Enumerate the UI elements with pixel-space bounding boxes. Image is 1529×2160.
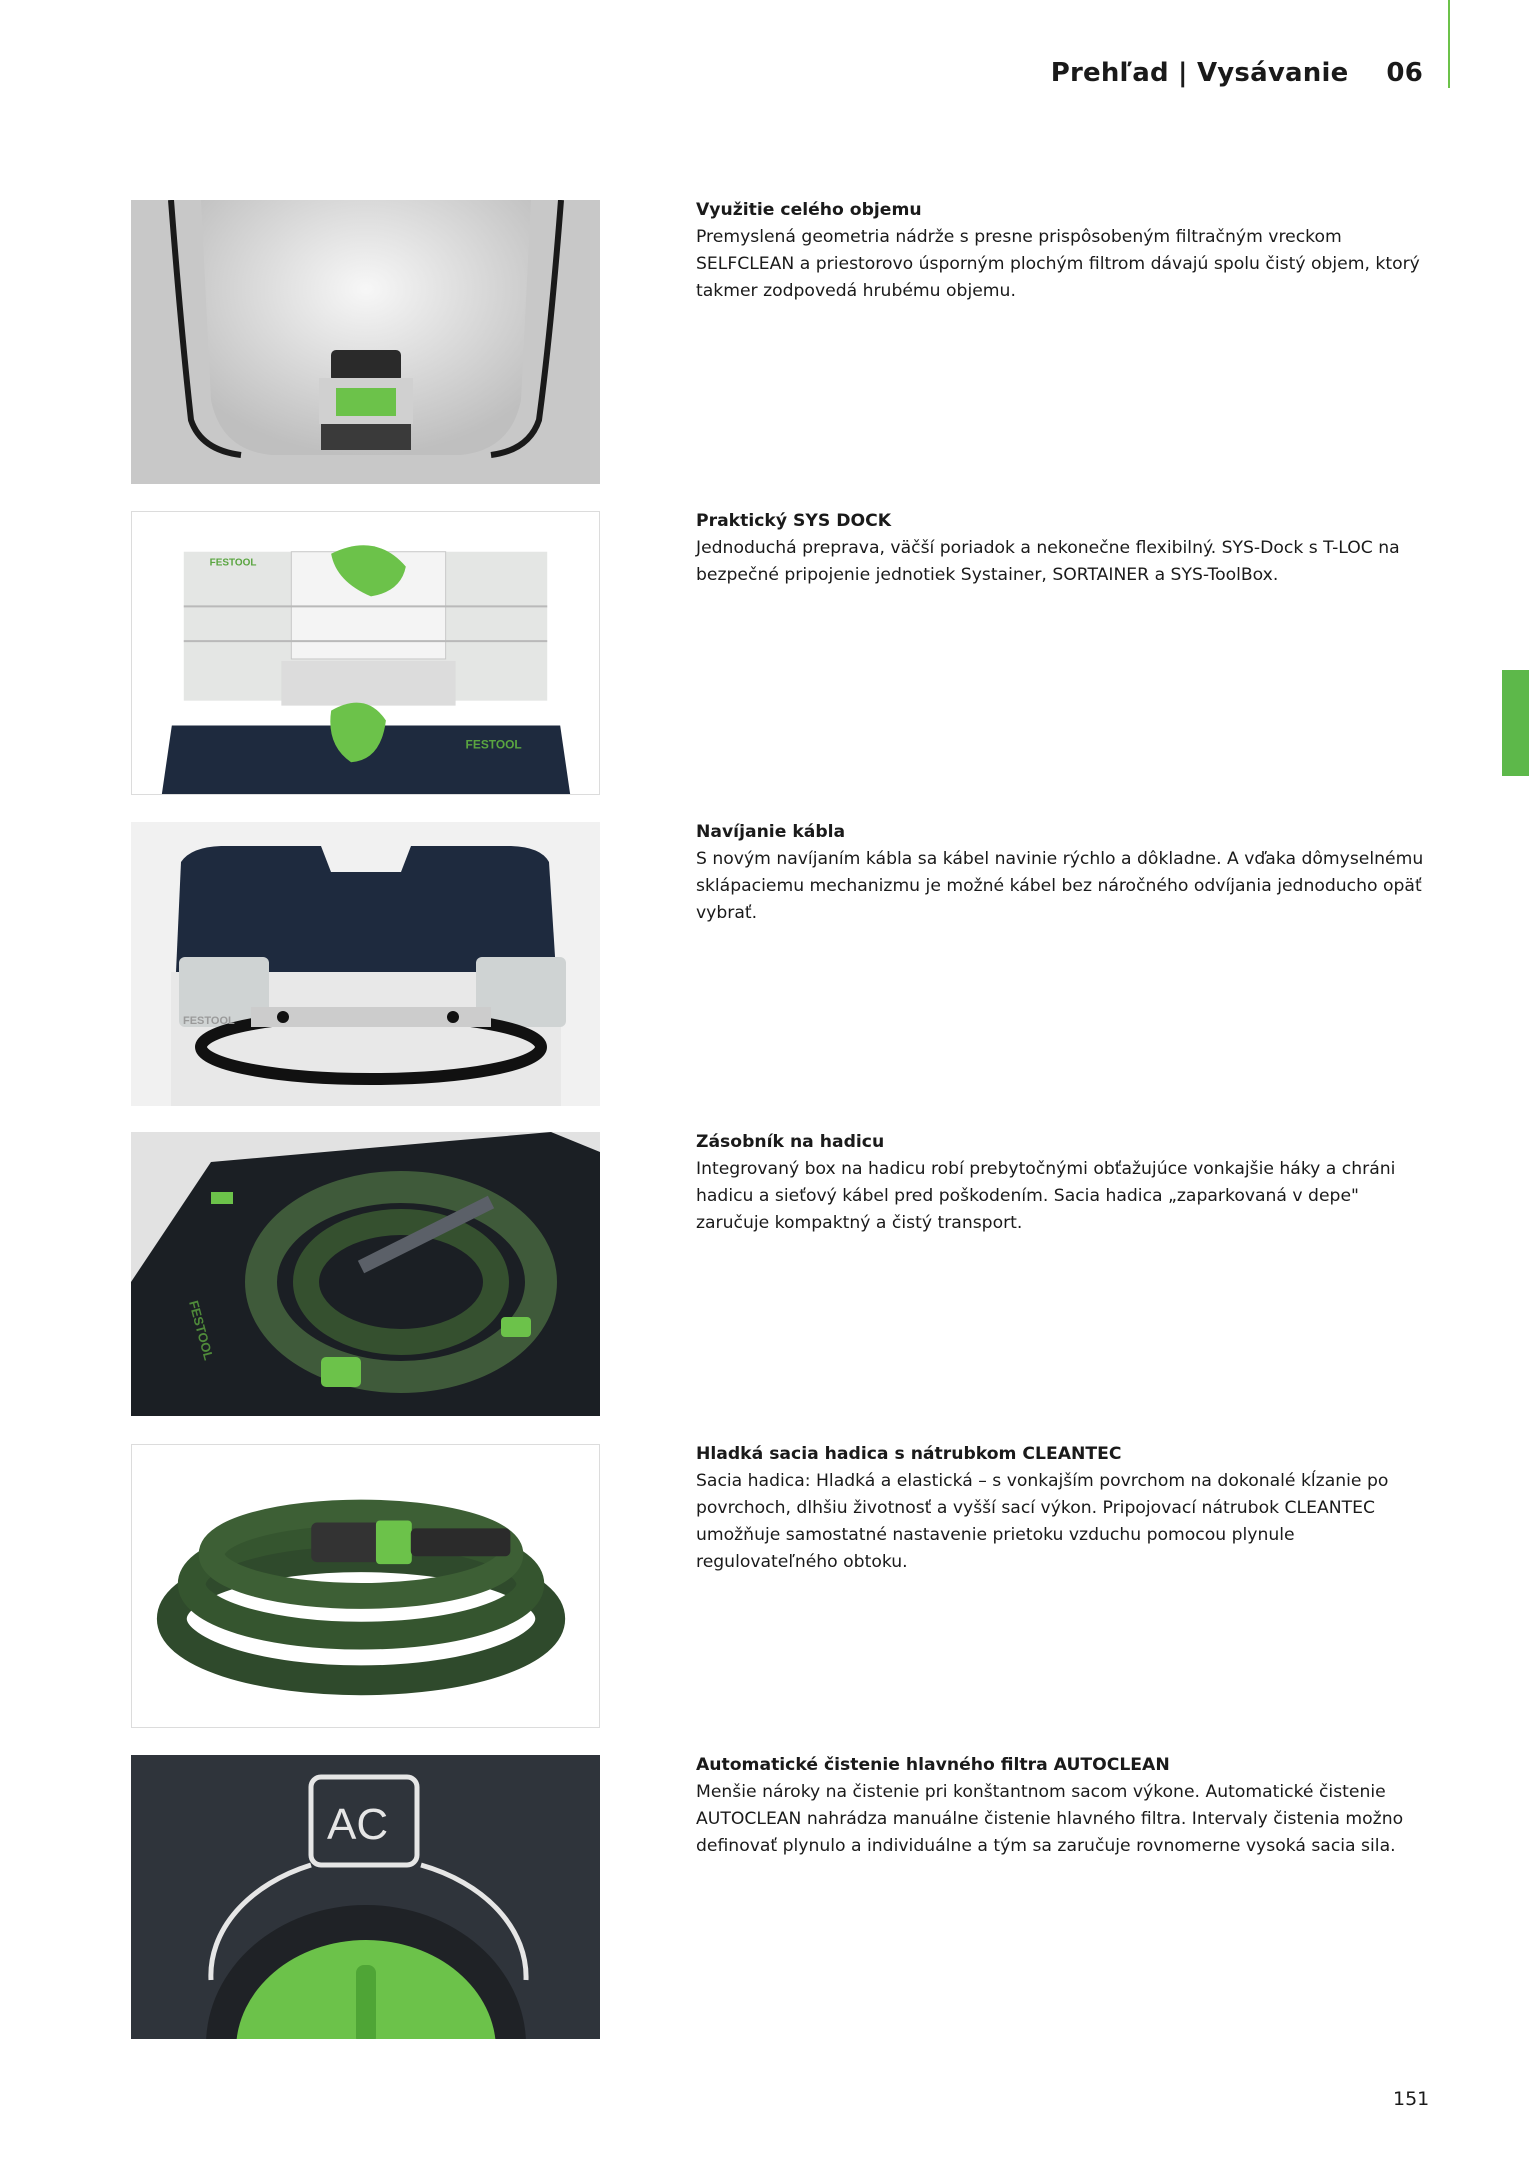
- feature-autoclean: [131, 1755, 1441, 2039]
- ac-label: AC: [327, 1800, 389, 1849]
- feature-title: Navíjanie kábla: [696, 822, 846, 842]
- festool-label: FESTOOL: [183, 1015, 235, 1027]
- festool-label: FESTOOL: [209, 557, 257, 569]
- smooth-hose-photo: [131, 1444, 600, 1728]
- feature-description: Jednoduchá preprava, väčší poriadok a nekonečne flexibilný. SYS-Dock s T-LOC na bezpečné pripojenie jednotiek Systainer, SORTAINER a SYS-ToolBox.: [696, 538, 1400, 585]
- feature-smooth-hose: [131, 1444, 1441, 1728]
- feature-title: Automatické čistenie hlavného filtra AUTOCLEAN: [696, 1755, 1170, 1775]
- feature-title: Praktický SYS DOCK: [696, 511, 892, 531]
- festool-label: FESTOOL: [465, 737, 522, 752]
- chapter-number: 06: [1386, 58, 1423, 88]
- page-title: Prehľad | Vysávanie: [1050, 58, 1349, 88]
- hose-depot-photo: [131, 1132, 600, 1416]
- feature-title: Zásobník na hadicu: [696, 1132, 885, 1152]
- festool-label: FESTOOL: [186, 1298, 217, 1362]
- chapter-side-tab: [1502, 670, 1529, 776]
- feature-cable-winding: [131, 822, 1441, 1106]
- autoclean-photo: [131, 1755, 600, 2039]
- tank-volume-photo: [131, 200, 600, 484]
- feature-title: Využitie celého objemu: [696, 200, 922, 220]
- feature-hose-depot: [131, 1132, 1441, 1416]
- feature-description: Premyslená geometria nádrže s presne prispôsobeným filtračným vreckom SELFCLEAN a priestorovo úsporným plochým filtrom dávajú spolu čistý objem, ktorý takmer zodpovedá hrubému objemu.: [696, 227, 1420, 301]
- sys-dock-photo: [131, 511, 600, 795]
- feature-sys-dock: [131, 511, 1441, 795]
- cable-winding-photo: [131, 822, 600, 1106]
- feature-description: Menšie nároky na čistenie pri konštantnom sacom výkone. Automatické čistenie AUTOCLEAN nahrádza manuálne čistenie hlavného filtra. Intervaly čistenia možno definovať plynulo a individuálne a tým sa zaručuje rovnomerne vysoká sacia sila.: [696, 1782, 1404, 1856]
- page-number: 151: [1393, 2088, 1430, 2110]
- feature-title: Hladká sacia hadica s nátrubkom CLEANTEC: [696, 1444, 1122, 1464]
- feature-description: S novým navíjaním kábla sa kábel navinie rýchlo a dôkladne. A vďaka dômyselnému sklápaciemu mechanizmu je možné kábel bez náročného odvíjania jednoducho opäť vybrať.: [696, 849, 1424, 923]
- feature-description: Sacia hadica: Hladká a elastická – s vonkajším povrchom na dokonalé kĺzanie po povrchoch, dlhšiu životnosť a vyšší sací výkon. Pripojovací nátrubok CLEANTEC umožňuje samostatné nastavenie prietoku vzduchu pomocou plynule regulovateľného obtoku.: [696, 1471, 1389, 1572]
- header-accent-line: [1448, 0, 1450, 88]
- feature-description: Integrovaný box na hadicu robí prebytočnými obťažujúce vonkajšie háky a chráni hadicu a sieťový kábel pred poškodením. Sacia hadica „zaparkovaná v depe" zaručuje kompaktný a čistý transport.: [696, 1159, 1396, 1233]
- feature-tank-volume: [131, 200, 1441, 484]
- page-header: [1051, 58, 1423, 88]
